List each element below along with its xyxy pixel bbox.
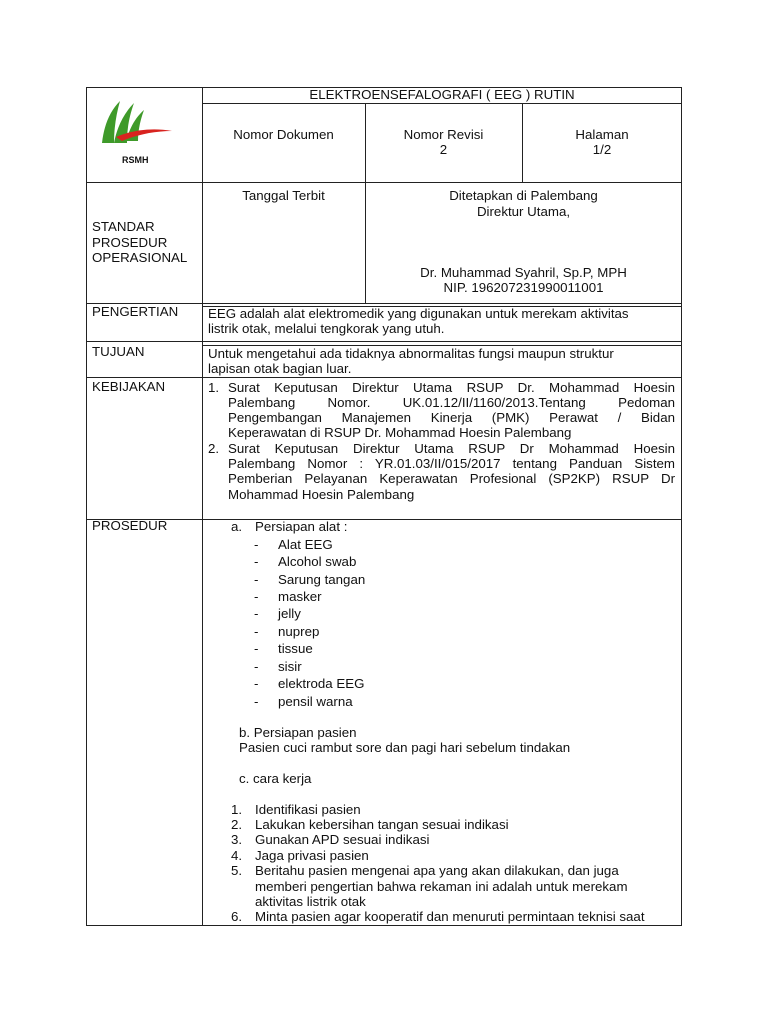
alat-dash: - <box>254 572 259 587</box>
persiapan-pasien-title: b. Persiapan pasien <box>239 725 357 740</box>
persiapan-pasien-text: Pasien cuci rambut sore dan pagi hari sebelum tindakan <box>239 740 571 755</box>
kebijakan-item-2-line-2: Palembang Nomor : YR.01.03/II/015/2017 tentang Panduan Sistem <box>228 456 675 471</box>
tanggal-terbit-label: Tanggal Terbit <box>242 188 325 203</box>
kebijakan-item-2-num: 2. <box>208 441 220 456</box>
sop-label-line-1: STANDAR <box>92 219 155 234</box>
col-divider-left <box>202 87 203 926</box>
persiapan-alat-marker: a. <box>231 519 243 534</box>
ditetapkan-text: Ditetapkan di Palembang <box>449 188 598 203</box>
alat-item-1: Alat EEG <box>278 537 333 552</box>
halaman-value: 1/2 <box>592 142 612 157</box>
step-num: 3. <box>231 832 243 847</box>
step-text: aktivitas listrik otak <box>255 894 366 909</box>
alat-item-6: nuprep <box>278 624 320 639</box>
kebijakan-label: KEBIJAKAN <box>92 379 166 394</box>
logo-text: RSMH <box>122 155 149 165</box>
kebijakan-item-1-line-1: Surat Keputusan Direktur Utama RSUP Dr. Mohammad Hoesin <box>228 380 675 395</box>
alat-dash: - <box>254 694 259 709</box>
row-divider-header <box>86 182 682 183</box>
alat-dash: - <box>254 606 259 621</box>
direktur-text: Direktur Utama, <box>476 204 571 219</box>
step-num: 1. <box>231 802 243 817</box>
alat-item-7: tissue <box>278 641 313 656</box>
step-text: Lakukan kebersihan tangan sesuai indikasi <box>255 817 509 832</box>
alat-item-2: Alcohol swab <box>278 554 357 569</box>
alat-dash: - <box>254 641 259 656</box>
alat-dash: - <box>254 537 259 552</box>
kebijakan-item-1-num: 1. <box>208 380 220 395</box>
persiapan-alat-title: Persiapan alat : <box>255 519 348 534</box>
pengertian-line-2: listrik otak, melalui tengkorak yang utuh. <box>208 321 445 336</box>
cara-kerja-title: c. cara kerja <box>239 771 312 786</box>
alat-dash: - <box>254 554 259 569</box>
nomor-revisi-label: Nomor Revisi <box>403 127 484 142</box>
tujuan-line-2: lapisan otak bagian luar. <box>208 361 352 376</box>
kebijakan-item-2-line-4: Mohammad Hoesin Palembang <box>228 487 415 502</box>
step-num: 4. <box>231 848 243 863</box>
alat-item-8: sisir <box>278 659 302 674</box>
sop-label-line-3: OPERASIONAL <box>92 250 188 265</box>
step-num: 5. <box>231 863 243 878</box>
step-text: Minta pasien agar kooperatif dan menuruti permintaan teknisi saat <box>255 909 645 924</box>
nomor-dokumen-label: Nomor Dokumen <box>233 127 334 142</box>
pengertian-label: PENGERTIAN <box>92 304 179 319</box>
alat-item-9: elektroda EEG <box>278 676 365 691</box>
kebijakan-item-2-line-3: Pemberian Pelayanan Keperawatan Profesional (SP2KP) RSUP Dr <box>228 471 675 486</box>
alat-item-5: jelly <box>278 606 301 621</box>
step-text: memberi pengertian bahwa rekaman ini adalah untuk merekam <box>255 879 628 894</box>
alat-item-3: Sarung tangan <box>278 572 366 587</box>
doc-title: ELEKTROENSEFALOGRAFI ( EEG ) RUTIN <box>309 87 575 102</box>
kebijakan-item-1-line-2: Palembang Nomor. UK.01.12/II/1160/2013.Tentang Pedoman <box>228 395 675 410</box>
step-num: 6. <box>231 909 243 924</box>
rsmh-logo-icon <box>96 97 176 149</box>
prosedur-label: PROSEDUR <box>92 518 168 533</box>
step-num: 2. <box>231 817 243 832</box>
row-divider-tujuan <box>86 377 682 378</box>
row-divider-kebijakan <box>86 519 682 520</box>
tujuan-label: TUJUAN <box>92 344 145 359</box>
sop-label-line-2: PROSEDUR <box>92 235 168 250</box>
row-divider-title <box>202 103 682 104</box>
step-text: Gunakan APD sesuai indikasi <box>255 832 430 847</box>
alat-item-4: masker <box>278 589 322 604</box>
step-text: Beritahu pasien mengenai apa yang akan dilakukan, dan juga <box>255 863 619 878</box>
signatory-name: Dr. Muhammad Syahril, Sp.P, MPH <box>420 265 627 280</box>
signatory-nip: NIP. 196207231990011001 <box>443 280 604 295</box>
step-text: Jaga privasi pasien <box>255 848 369 863</box>
alat-dash: - <box>254 676 259 691</box>
alat-dash: - <box>254 624 259 639</box>
kebijakan-item-1-line-4: Keperawatan di RSUP Dr. Mohammad Hoesin Palembang <box>228 425 572 440</box>
kebijakan-item-2-line-1: Surat Keputusan Direktur Utama RSUP Dr Mohammad Hoesin <box>228 441 675 456</box>
rsmh-logo <box>96 97 176 167</box>
pengertian-line-1: EEG adalah alat elektromedik yang digunakan untuk merekam aktivitas <box>208 306 629 321</box>
row-divider-pengertian <box>86 341 682 342</box>
halaman-label: Halaman <box>575 127 629 142</box>
step-text: Identifikasi pasien <box>255 802 361 817</box>
kebijakan-item-1-line-3: Pengembangan Manajemen Kinerja (PMK) Perawat / Bidan <box>228 410 675 425</box>
alat-item-10: pensil warna <box>278 694 353 709</box>
tujuan-line-1: Untuk mengetahui ada tidaknya abnormalitas fungsi maupun struktur <box>208 346 614 361</box>
nomor-revisi-value: 2 <box>439 142 448 157</box>
alat-dash: - <box>254 589 259 604</box>
alat-dash: - <box>254 659 259 674</box>
